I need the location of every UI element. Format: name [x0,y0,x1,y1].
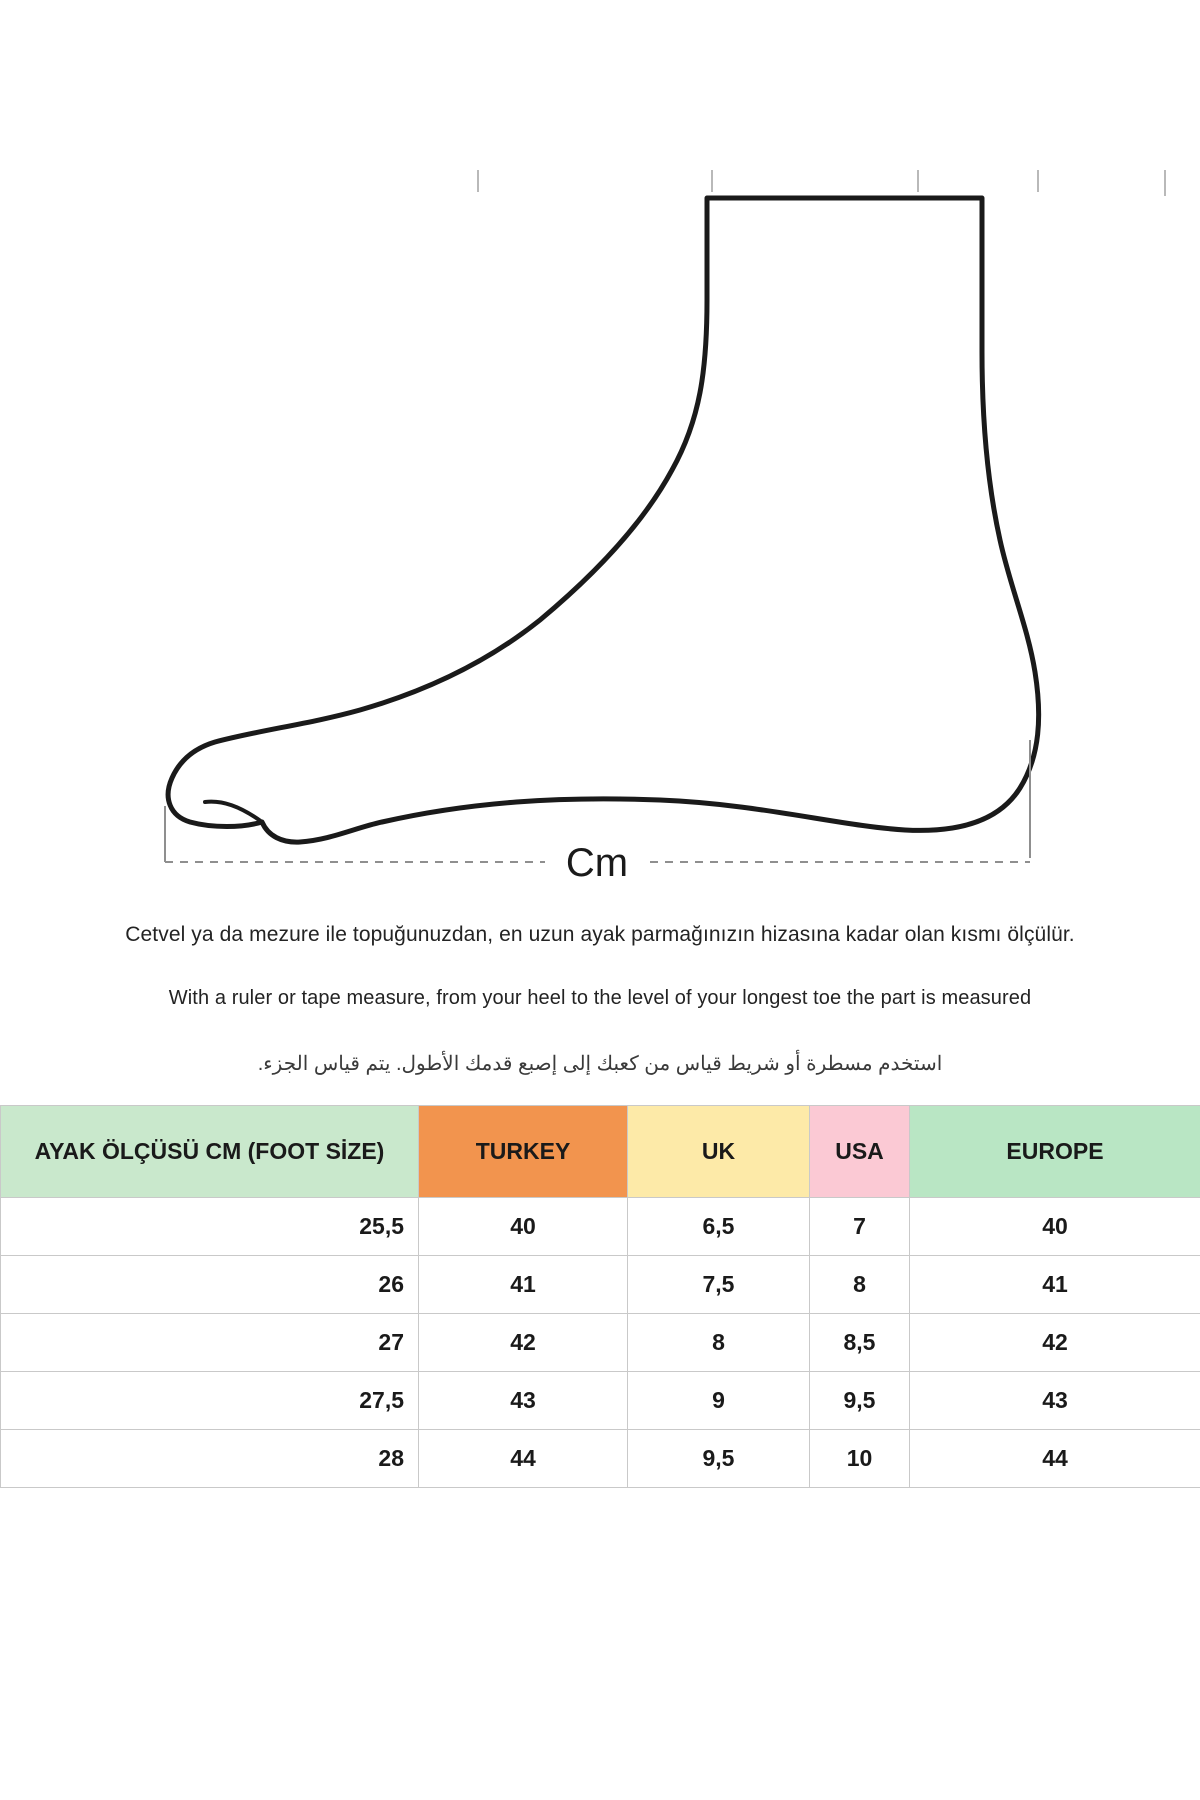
cell-foot-size: 27,5 [1,1372,419,1430]
table-row [1,1314,1200,1372]
header-turkey: TURKEY [419,1106,628,1198]
header-usa: USA [810,1106,910,1198]
cell-turkey: 41 [419,1256,628,1314]
cell-uk: 6,5 [628,1198,810,1256]
cm-label: Cm [565,841,629,885]
instruction-english: With a ruler or tape measure, from your heel to the level of your longest toe the part is measured [168,987,1032,1010]
cell-foot-size: 25,5 [1,1198,419,1256]
table-header-row [1,1106,1200,1198]
cell-uk: 9,5 [628,1430,810,1488]
cell-foot-size: 27 [1,1314,419,1372]
cell-europe: 44 [910,1430,1200,1488]
header-foot-size: AYAK ÖLÇÜSÜ CM (FOOT SİZE) [1,1106,419,1198]
cell-foot-size: 26 [1,1256,419,1314]
cell-turkey: 42 [419,1314,628,1372]
size-table-wrap [0,1105,1200,1800]
cell-usa: 7 [810,1198,910,1256]
instruction-turkish: Cetvel ya da mezure ile topuğunuzdan, en uzun ayak parmağınızın hizasına kadar olan kısmı ölçülür. [125,923,1075,946]
table-row [1,1430,1200,1488]
cell-foot-size: 28 [1,1430,419,1488]
cell-usa: 8 [810,1256,910,1314]
cell-uk: 8 [628,1314,810,1372]
cell-europe: 41 [910,1256,1200,1314]
cell-uk: 7,5 [628,1256,810,1314]
table-row [1,1256,1200,1314]
cell-europe: 40 [910,1198,1200,1256]
table-row [1,1372,1200,1430]
cell-usa: 10 [810,1430,910,1488]
foot-outline-path [168,198,1039,842]
instruction-arabic: استخدم مسطرة أو شريط قياس من كعبك إلى إصبع قدمك الأطول. يتم قياس الجزء. [257,1053,943,1076]
header-uk: UK [628,1106,810,1198]
table-row [1,1198,1200,1256]
size-table [0,1105,1200,1488]
cell-turkey: 40 [419,1198,628,1256]
instructions-block [0,920,1200,1105]
cell-uk: 9 [628,1372,810,1430]
cell-usa: 8,5 [810,1314,910,1372]
cell-europe: 43 [910,1372,1200,1430]
cell-usa: 9,5 [810,1372,910,1430]
cell-turkey: 43 [419,1372,628,1430]
header-europe: EUROPE [910,1106,1200,1198]
cell-turkey: 44 [419,1430,628,1488]
cell-europe: 42 [910,1314,1200,1372]
